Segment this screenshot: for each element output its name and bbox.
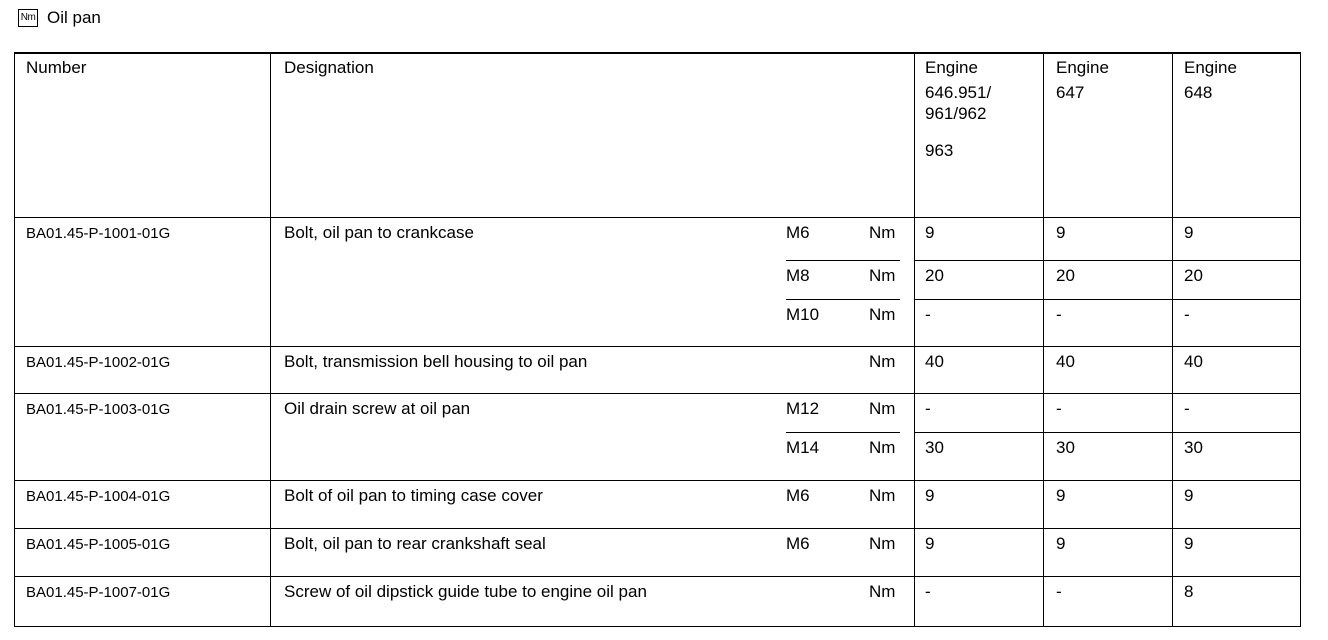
column-divider xyxy=(270,52,271,627)
table-row-number: BA01.45-P-1007-01G xyxy=(26,584,171,601)
table-row-designation: Screw of oil dipstick guide tube to engine oil pan xyxy=(284,582,647,601)
sub-row-divider xyxy=(1172,432,1300,433)
row-divider xyxy=(14,576,1301,577)
torque-value: 9 xyxy=(1184,223,1194,242)
header-engine-label: Engine xyxy=(1184,58,1237,77)
torque-value: 40 xyxy=(1184,352,1203,371)
torque-unit: Nm xyxy=(869,486,896,505)
page-title xyxy=(18,7,101,29)
row-divider xyxy=(14,393,1301,394)
row-divider xyxy=(14,346,1301,347)
torque-unit: Nm xyxy=(869,305,896,324)
torque-value: 9 xyxy=(1056,534,1066,553)
header-engine-code: 963 xyxy=(925,141,954,160)
table-row-number: BA01.45-P-1004-01G xyxy=(26,488,171,505)
table-row-designation: Bolt, oil pan to rear crankshaft seal xyxy=(284,534,546,553)
torque-value: - xyxy=(1056,305,1062,324)
table-row-designation: Bolt of oil pan to timing case cover xyxy=(284,486,543,505)
sub-row-divider xyxy=(786,260,900,261)
header-designation: Designation xyxy=(284,58,374,77)
row-divider xyxy=(14,480,1301,481)
bolt-size: M6 xyxy=(786,223,810,242)
torque-value: 9 xyxy=(1184,486,1194,505)
table-row-number: BA01.45-P-1002-01G xyxy=(26,354,171,371)
table-row-designation: Bolt, transmission bell housing to oil pan xyxy=(284,352,588,371)
torque-value: 9 xyxy=(925,534,935,553)
table-row-number: BA01.45-P-1003-01G xyxy=(26,401,171,418)
torque-value: - xyxy=(925,305,931,324)
torque-value: 9 xyxy=(925,486,935,505)
sub-row-divider xyxy=(914,299,1043,300)
torque-value: 9 xyxy=(1056,486,1066,505)
header-engine-label: Engine xyxy=(925,58,978,77)
torque-value: 40 xyxy=(1056,352,1075,371)
torque-value: - xyxy=(925,582,931,601)
sub-row-divider xyxy=(786,299,900,300)
torque-unit: Nm xyxy=(869,352,896,371)
torque-unit: Nm xyxy=(869,399,896,418)
torque-nm-icon: Nm xyxy=(18,9,38,27)
header-engine-code: 647 xyxy=(1056,83,1085,102)
torque-unit: Nm xyxy=(869,534,896,553)
torque-unit: Nm xyxy=(869,266,896,285)
table-row-number: BA01.45-P-1005-01G xyxy=(26,536,171,553)
header-number: Number xyxy=(26,58,87,77)
torque-value: 20 xyxy=(1184,266,1203,285)
sub-row-divider xyxy=(1172,299,1300,300)
sub-row-divider xyxy=(914,260,1043,261)
sub-row-divider xyxy=(1043,299,1172,300)
torque-value: 9 xyxy=(1056,223,1066,242)
column-divider xyxy=(1172,52,1173,627)
table-frame xyxy=(14,52,1301,627)
torque-unit: Nm xyxy=(869,582,896,601)
torque-unit: Nm xyxy=(869,438,896,457)
torque-value: 40 xyxy=(925,352,944,371)
torque-unit: Nm xyxy=(869,223,896,242)
torque-value: - xyxy=(1056,582,1062,601)
header-engine-label: Engine xyxy=(1056,58,1109,77)
torque-value: - xyxy=(1184,399,1190,418)
torque-value: 8 xyxy=(1184,582,1194,601)
sub-row-divider xyxy=(914,432,1043,433)
torque-value: 30 xyxy=(925,438,944,457)
page-title-text: Oil pan xyxy=(47,8,101,27)
table-row-designation: Oil drain screw at oil pan xyxy=(284,399,471,418)
torque-value: 20 xyxy=(925,266,944,285)
column-divider xyxy=(914,52,915,627)
sub-row-divider xyxy=(1043,260,1172,261)
row-divider xyxy=(14,528,1301,529)
torque-value: - xyxy=(1184,305,1190,324)
bolt-size: M8 xyxy=(786,266,810,285)
header-engine-code: 648 xyxy=(1184,83,1213,102)
header-engine-code: 646.951/ xyxy=(925,83,992,102)
torque-value: - xyxy=(925,399,931,418)
sub-row-divider xyxy=(1043,432,1172,433)
sub-row-divider xyxy=(786,432,900,433)
sub-row-divider xyxy=(1172,260,1300,261)
torque-value: 30 xyxy=(1056,438,1075,457)
column-divider xyxy=(1043,52,1044,627)
bolt-size: M14 xyxy=(786,438,820,457)
table-row-number: BA01.45-P-1001-01G xyxy=(26,225,171,242)
torque-value: 9 xyxy=(1184,534,1194,553)
torque-value: - xyxy=(1056,399,1062,418)
table-row-designation: Bolt, oil pan to crankcase xyxy=(284,223,474,242)
header-engine-code: 961/962 xyxy=(925,104,987,123)
bolt-size: M6 xyxy=(786,534,810,553)
row-divider xyxy=(14,217,1301,218)
torque-value: 30 xyxy=(1184,438,1203,457)
bolt-size: M12 xyxy=(786,399,820,418)
torque-value: 20 xyxy=(1056,266,1075,285)
torque-value: 9 xyxy=(925,223,935,242)
bolt-size: M6 xyxy=(786,486,810,505)
bolt-size: M10 xyxy=(786,305,820,324)
